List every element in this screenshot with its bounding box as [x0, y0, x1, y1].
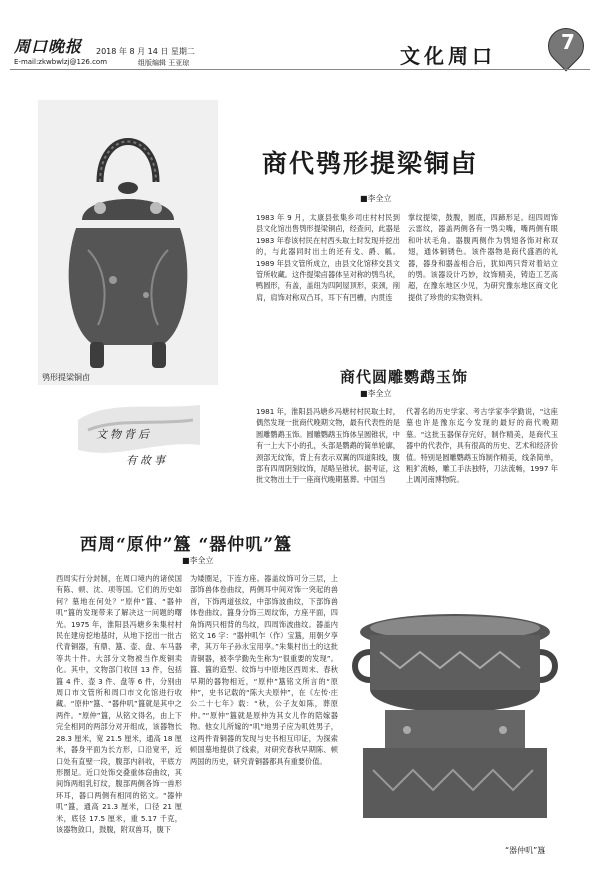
article3-title: 西周“原仲”簋 “器仲叽”簋	[80, 535, 293, 555]
article3-column-2: 为矮圈足，下连方座。器盖纹饰可分三层，上部饰兽体卷曲纹，两侧耳中间对饰一突起的兽首，下饰两道弦纹，中部饰波曲纹，下部饰兽体卷曲纹。簋身分饰三周纹饰，方座平面，四角饰两只相背的鸟纹，四周饰波曲纹。器盖内铭文 16 字：“器仲叽乍（作）宝簋，用朝夕享孝，其万年子孙永宝用享。”朱集村出土的这批青铜器，被李学勤先生称为“很重要的发现”。簋、簋的造型、纹饰与中原地区西周末、春秋早期的器物相近，“原仲”簋铭文所言的“原仲”，史书记载的“陈大夫原仲”，在《左传·庄公二十七年》载：“秋，公子友如陈，葬原仲。”“原仲”簋就是原仲为其女儿作的陪嫁器物。他女儿所嫁的“叽”地男子应为叽姓男子，这两件青铜器的发现与史书相互印证，为探索顿国墓地提供了线索，对研究春秋早期陈、顿两国的历史，研究青铜器都具有重要价值。	[190, 574, 338, 766]
newspaper-logo: 周口晚报	[14, 37, 83, 56]
article3-column-1: 西周实行分封制，在周口境内的诸侯国有陈、顿、沈、项等国。它们的历史如何？墓地在何处？“原仲”簋、“器仲叽”簋的发现带来了解决这一问题的曙光。1975 年，淮阳县冯塘乡朱集村村民在建房挖地基时，从地下挖出一批古代青铜器，有鼎、簋、壶、盘、车马器等共十件。大部分文物被当作废铜卖化。其中，文物部门收回 13 件，包括簋 4 件、壶 3 件、盘等 6 件，分别由周口市文管所和周口市文化馆进行收藏。“原仲”簋、“器仲叽”簋就是其中之两件。“原仲”簋，从铭文得名，由上下完全相同的两部分对开组成，该器物长 28.3 厘米，宽 21.5 厘米，通高 18 厘米，器身平面为长方形，口沿宽平，近口处有直壁一段，腹部内斜收，平底方形圈足。近口处饰交叠重体窃曲纹，其间饰两组乳钉纹，腹部两侧各饰一兽形环耳，器口两侧有相同的铭文。“器仲叽”簋，通高 21.3 厘米，口径 21 厘米，底径 17.5 厘米，重 5.17 千克，该器物敛口，鼓腹，附双兽耳，腹下	[56, 574, 182, 834]
owl-vessel-photo	[38, 100, 218, 385]
banner-text-2: 有故事	[126, 454, 168, 467]
editor-credit: 组版编辑 王亚琼	[138, 59, 190, 67]
issue-date: 2018 年 8 月 14 日 星期二	[96, 47, 195, 56]
masthead-divider	[10, 69, 590, 70]
masthead	[0, 0, 600, 68]
article2-column-2: 代著名的历史学家、考古学家李学勤说，"这座墓也许是豫东迄今发现的最好的商代晚期墓。"这批玉器保存完好，制作精美，是商代玉器中的代表作，具有很高的历史、艺术和经济价值。特别是圆雕鹦鹉玉饰制作精美，线条简单，粗犷流畅，雕工手法独特，刀法流畅，1997 年上调河南博物院。	[406, 407, 558, 485]
article3-author: ■李全立	[182, 556, 214, 565]
banner-text-1: 文物背后	[96, 428, 152, 441]
gui-vessel-image	[345, 580, 565, 842]
email-address: E-mail:zkwbwlzj@126.com	[14, 58, 108, 66]
owl-vessel-caption: 鸮形提梁铜卣	[42, 373, 90, 382]
section-title: 文化周口	[400, 44, 496, 68]
gui-vessel-caption: “器仲叽”簋	[505, 846, 546, 855]
owl-vessel-image	[38, 100, 218, 385]
article2-author: ■李全立	[360, 389, 392, 398]
article1-column-2: 掌纹提梁，鼓腹，圆底，四蹄形足。纽四周饰云雷纹，器盖两侧各有一鸮尖嘴，嘴两侧有眼和叶状毛角。器腹两侧作为鸮翅各饰对称双翅，通体铜锈色。该件器物是商代盛酒的礼器，器身和器盖相合后，犹如两只背对着站立的鸮。该器设计巧妙，纹饰精美，铸造工艺高超，在豫东地区少见，为研究豫东地区商文化提供了珍贵的实物资料。	[408, 213, 558, 302]
gui-vessel-photo	[345, 580, 565, 842]
article1-title: 商代鸮形提梁铜卣	[262, 149, 479, 178]
article2-column-1: 1981 年，淮阳县冯塘乡冯塘村村民取土时，偶然发现一批商代晚期文物，最有代表性的是圆雕鹦鹉玉饰。圆雕鹦鹉玉饰体呈圆锥状，中有一上大下小的孔，头部是鹦鹉的简单轮廓，颈部无纹饰，背上有表示双翼的四道阳线，腹部有四周阴刻纹饰，尾略呈锥状。据考证，这批文物出土于一座商代晚期墓葬。中国当	[256, 407, 400, 485]
page-number: 7	[561, 30, 575, 54]
article2-title: 商代圆雕鹦鹉玉饰	[340, 368, 469, 386]
article1-author: ■李全立	[360, 194, 392, 203]
article1-column-1: 1983 年 9 月，太康县张集乡司庄村村民到县文化馆出售鸮形提梁铜卣，经查问，此器是 1983 年春该村民在村西头取土时发现并挖出的，与此器同时出土的还有戈、爵、觚。1989 年县文管所成立，由县文化馆移交县文管所收藏。这件提梁卣器体呈对称的鸮鸟状，鸭圆形，有盖，盖纽为四阿屋顶形，束颈，削肩，肩饰对称双凸耳，耳下有凹槽，内贯连	[256, 213, 400, 302]
